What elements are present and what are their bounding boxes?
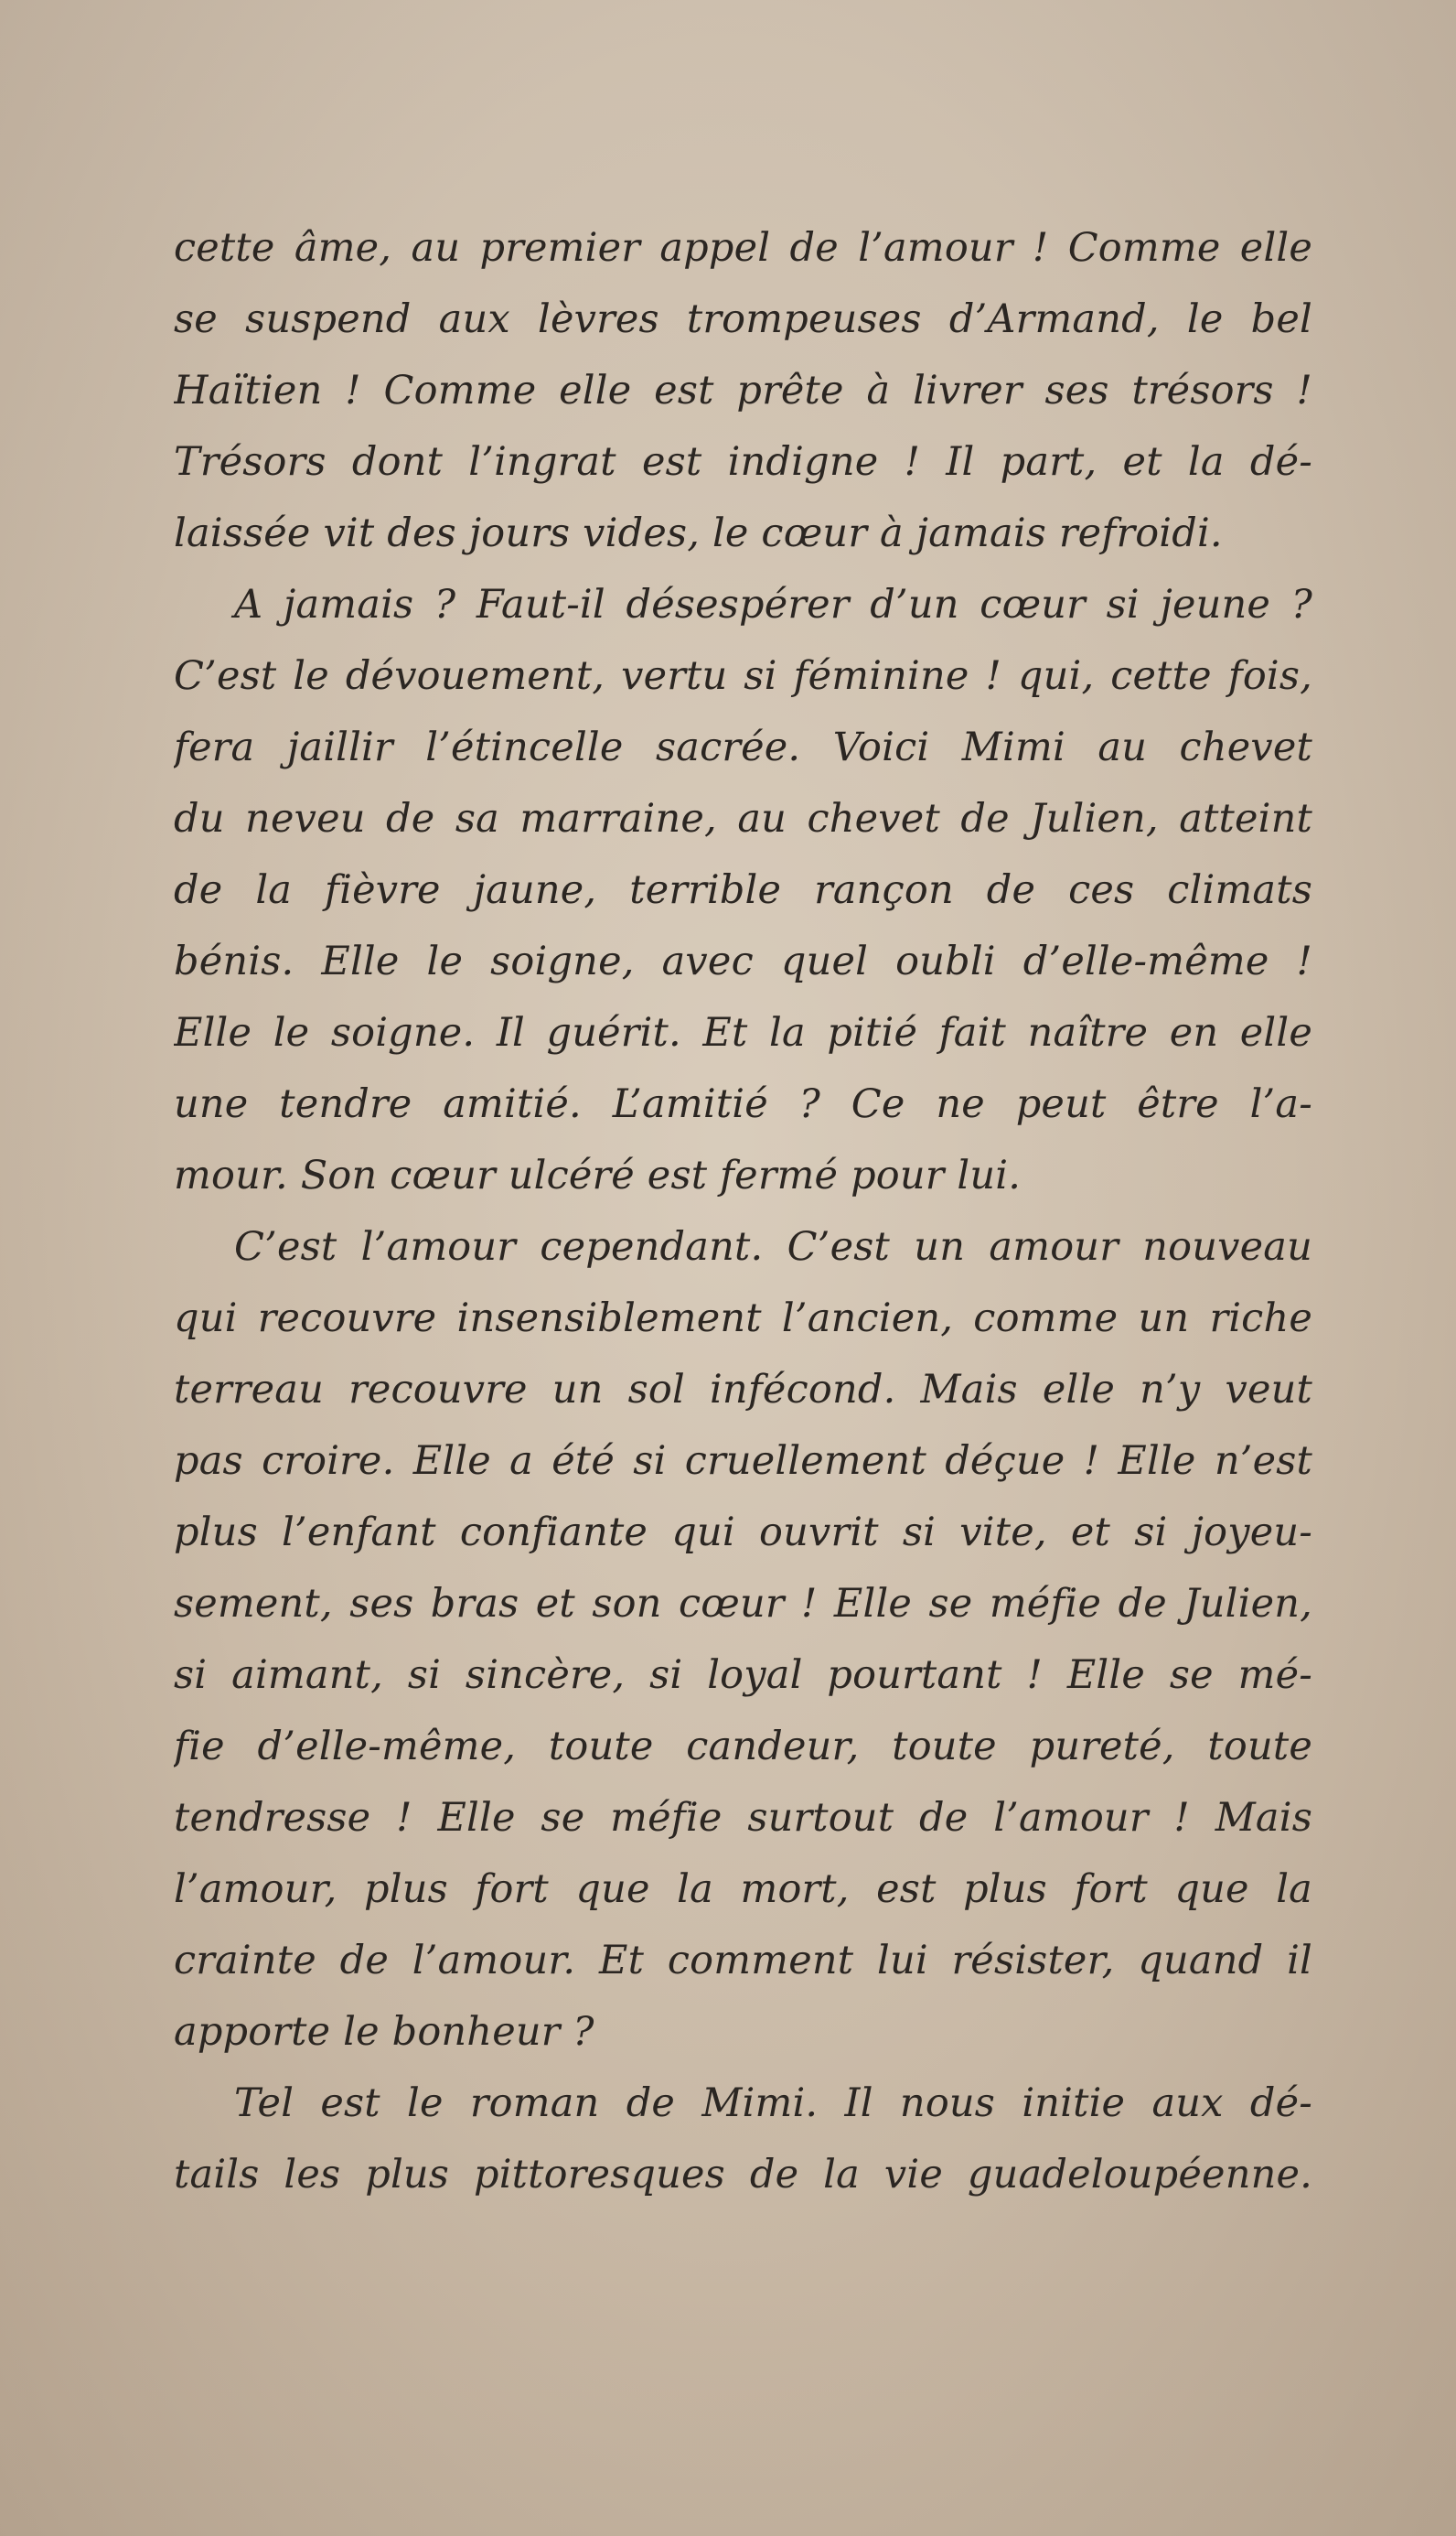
text-line: Trésors dont l’ingrat est indigne ! Il part, et la dé- [174, 439, 1312, 485]
text-line: tendresse ! Elle se méfie surtout de l’amour ! Mais [174, 1795, 1312, 1841]
text-line: bénis. Elle le soigne, avec quel oubli d’elle-même ! [174, 939, 1312, 984]
text-line: A jamais ? Faut-il désespérer d’un cœur si jeune ? [234, 582, 1312, 628]
text-line: sement, ses bras et son cœur ! Elle se méfie de Julien, [174, 1581, 1312, 1627]
body-text [174, 212, 1312, 2210]
text-line: cette âme, au premier appel de l’amour ! Comme elle [174, 225, 1312, 271]
text-line: Elle le soigne. Il guérit. Et la pitié fait naître en elle [174, 1010, 1312, 1056]
text-line: l’amour, plus fort que la mort, est plus fort que la [174, 1866, 1312, 1912]
text-line: laissée vit des jours vides, le cœur à jamais refroidi. [174, 510, 1223, 556]
text-line: une tendre amitié. L’amitié ? Ce ne peut être l’a- [174, 1081, 1312, 1127]
text-line: pas croire. Elle a été si cruellement déçue ! Elle n’est [174, 1438, 1312, 1484]
text-line: C’est l’amour cependant. C’est un amour nouveau [234, 1224, 1312, 1270]
text-line: se suspend aux lèvres trompeuses d’Armand, le bel [174, 296, 1312, 342]
text-line: si aimant, si sincère, si loyal pourtant ! Elle se mé- [174, 1652, 1312, 1698]
text-line: mour. Son cœur ulcéré est fermé pour lui. [174, 1153, 1022, 1198]
text-line: Tel est le roman de Mimi. Il nous initie aux dé- [234, 2080, 1312, 2126]
text-line: de la fièvre jaune, terrible rançon de ces climats [174, 867, 1312, 913]
text-line: fie d’elle-même, toute candeur, toute pureté, toute [174, 1724, 1312, 1769]
text-line: du neveu de sa marraine, au chevet de Julien, atteint [174, 796, 1312, 842]
text-line: plus l’enfant confiante qui ouvrit si vite, et si joyeu- [174, 1510, 1312, 1555]
text-line: apporte le bonheur ? [174, 2009, 594, 2055]
text-line: C’est le dévouement, vertu si féminine ! qui, cette fois, [174, 653, 1312, 699]
text-line: qui recouvre insensiblement l’ancien, comme un riche [174, 1295, 1312, 1341]
text-line: fera jaillir l’étincelle sacrée. Voici Mimi au chevet [174, 725, 1312, 770]
text-line: terreau recouvre un sol infécond. Mais elle n’y veut [174, 1367, 1312, 1413]
text-line: Haïtien ! Comme elle est prête à livrer ses trésors ! [174, 368, 1312, 414]
text-line: crainte de l’amour. Et comment lui résister, quand il [174, 1938, 1312, 1983]
text-line: tails les plus pittoresques de la vie guadeloupéenne. [174, 2152, 1312, 2198]
